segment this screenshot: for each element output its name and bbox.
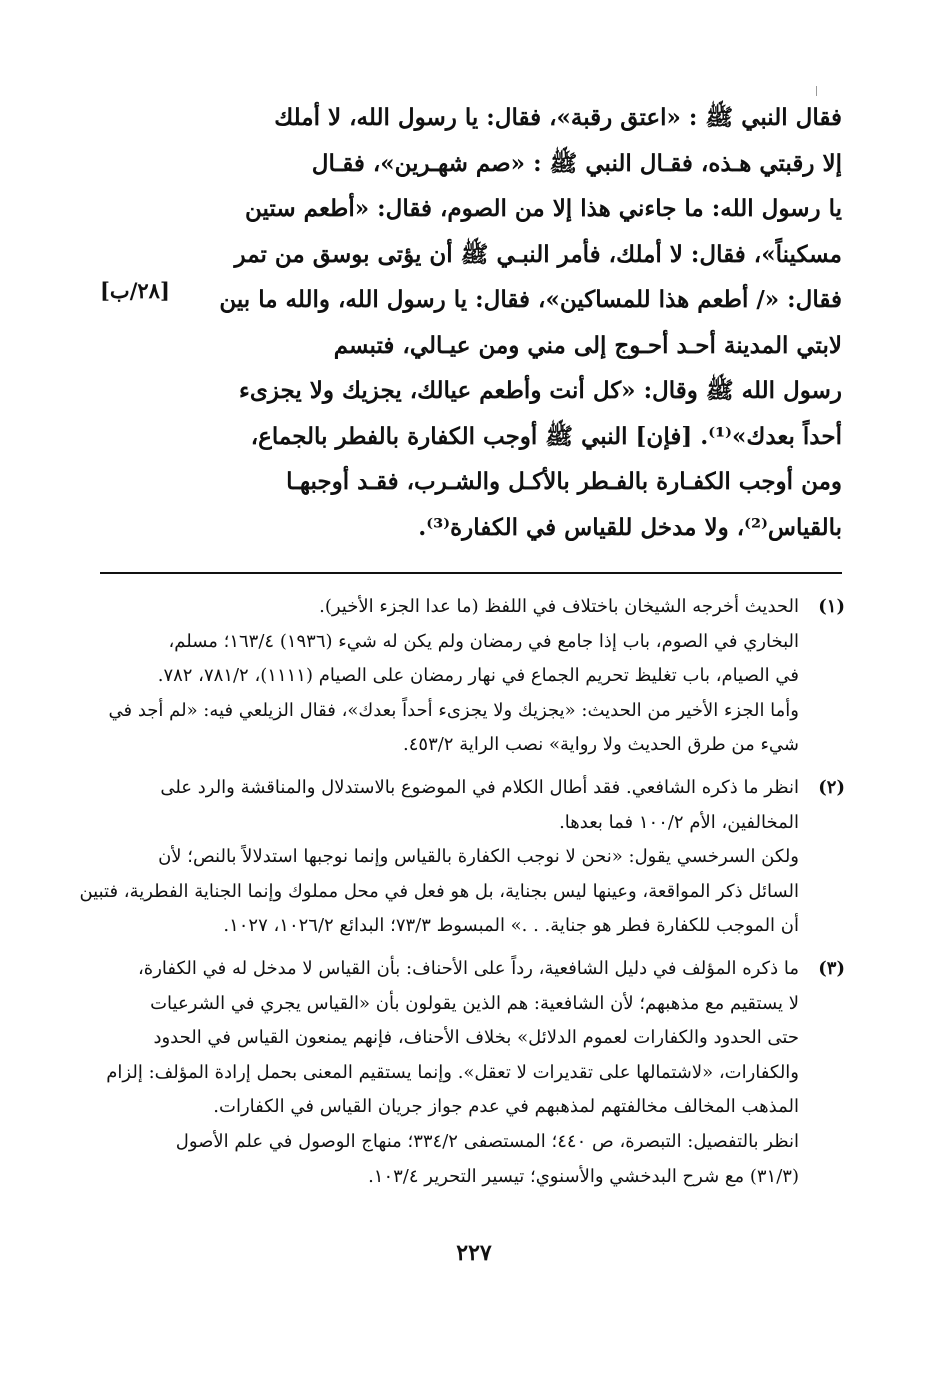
footnote-line: المذهب المخالف مخالفتهم لمذهبهم في عدم جواز جريان القياس في الكفارات.	[213, 1096, 799, 1118]
footnote-line: شيء من طرق الحديث ولا رواية» نصب الراية ٤٥٣/٢.	[403, 734, 799, 756]
footnote-line: انظر ما ذكره الشافعي. فقد أطال الكلام في الموضوع بالاستدلال والمناقشة والرد على	[160, 776, 799, 798]
footnote-number: (٣)	[818, 957, 845, 979]
footnote-body	[97, 952, 799, 1194]
page-number: ٢٢٧	[456, 1240, 492, 1266]
main-line: فقال: «/ أطعم هذا للمساكين»، فقال: يا رسول الله، والله ما بين	[219, 286, 842, 313]
footnote-line: ولكن السرخسي يقول: «نحن لا نوجب الكفارة بالقياس وإنما نوجبها استدلالاً بالنص؛ لأن	[158, 846, 799, 868]
footnote-line: لا يستقيم مع مذهبهم؛ لأن الشافعية: هم الذين يقولون بأن «القياس يجري في الشرعيات	[150, 992, 799, 1014]
footnote-separator	[100, 572, 842, 574]
main-line: أحداً بعدك»⁽¹⁾. [فإن] النبي ﷺ أوجب الكفارة بالفطر بالجماع،	[250, 422, 842, 450]
footnote-number: (٢)	[818, 776, 845, 798]
footnote-3	[97, 952, 845, 1194]
main-line: لابتي المدينة أحـد أحـوج إلى مني ومن عيـالي، فتبسم	[333, 331, 842, 359]
footnote-line: الحديث أخرجه الشيخان باختلاف في اللفظ (ما عدا الجزء الأخير).	[319, 596, 799, 617]
footnote-line: والكفارات، «لاشتمالها على تقديرات لا تعقل». وإنما يستقيم المعنى بحمل إرادة المؤلف: إلزام	[106, 1061, 799, 1083]
main-line: يا رسول الله: ما جاءني هذا إلا من الصوم، فقال: «أطعم ستين	[244, 195, 842, 222]
main-line: رسول الله ﷺ وقال: «كل أنت وأطعم عيالك، يجزيك ولا يجزىء	[239, 377, 842, 404]
footnote-line: انظر بالتفصيل: التبصرة، ص ٤٤٠؛ المستصفى ٣٣٤/٢؛ منهاج الوصول في علم الأصول	[175, 1130, 799, 1152]
footnote-line: المخالفين، الأم ١٠٠/٢ فما بعدها.	[559, 811, 799, 833]
main-text	[219, 95, 842, 550]
footnote-line: حتى الحدود والكفارات لعموم الدلائل» بخلاف الأحناف، فإنهم يمنعون القياس في الحدود	[153, 1027, 799, 1049]
footnote-2	[79, 771, 845, 944]
manuscript-folio-reference: [٢٨/ب]	[100, 278, 170, 303]
footnote-line: ما ذكره المؤلف في دليل الشافعية، رداً على الأحناف: بأن القياس لا مدخل له في الكفارة،	[137, 957, 799, 979]
main-line: ومن أوجب الكفـارة بالفـطر بالأكـل والشـرب، فقـد أوجبهـا	[286, 468, 842, 495]
main-line: فقال النبي ﷺ : «اعتق رقبة»، فقال: يا رسول الله، لا أملك	[274, 104, 842, 131]
footnote-line: البخاري في الصوم، باب إذا جامع في رمضان ولم يكن له شيء (١٩٣٦) ١٦٣/٤؛ مسلم،	[168, 630, 799, 652]
footnote-body	[79, 771, 799, 944]
footnote-body	[97, 590, 799, 763]
footnote-line: (٣١/٣) مع شرح البدخشي والأسنوي؛ تيسير التحرير ١٠٣/٤.	[368, 1165, 799, 1187]
footnote-line: أن الموجب للكفارة فطر هو جناية. . .» المبسوط ٧٣/٣؛ البدائع ١٠٢٦/٢، ١٠٢٧.	[223, 915, 799, 937]
footnote-line: وأما الجزء الأخير من الحديث: «يجزيك ولا يجزىء أحداً بعدك»، فقال الزيلعي فيه: «لم أجد في	[108, 699, 799, 721]
main-line: بالقياس⁽²⁾، ولا مدخل للقياس في الكفارة⁽³⁾.	[418, 513, 842, 541]
main-line: مسكيناً»، فقال: لا أملك، فأمر النبـي ﷺ أن يؤتى بوسق من تمر	[234, 240, 842, 268]
footnote-line: السائل ذكر المواقعة، وعينها ليس بجناية، بل هو فعل في محل مملوك وإنما الجناية الفطرية، فتبين	[79, 880, 799, 902]
footnote-line: في الصيام، باب تغليظ تحريم الجماع في نهار رمضان على الصيام (١١١١)، ٧٨١/٢، ٧٨٢.	[157, 665, 799, 687]
footnote-1	[97, 590, 845, 763]
footnote-number: (١)	[818, 596, 845, 617]
main-line: إلا رقبتي هـذه، فقـال النبي ﷺ : «صم شهـرين»، فقـال	[311, 149, 842, 177]
footnotes	[79, 590, 845, 1202]
